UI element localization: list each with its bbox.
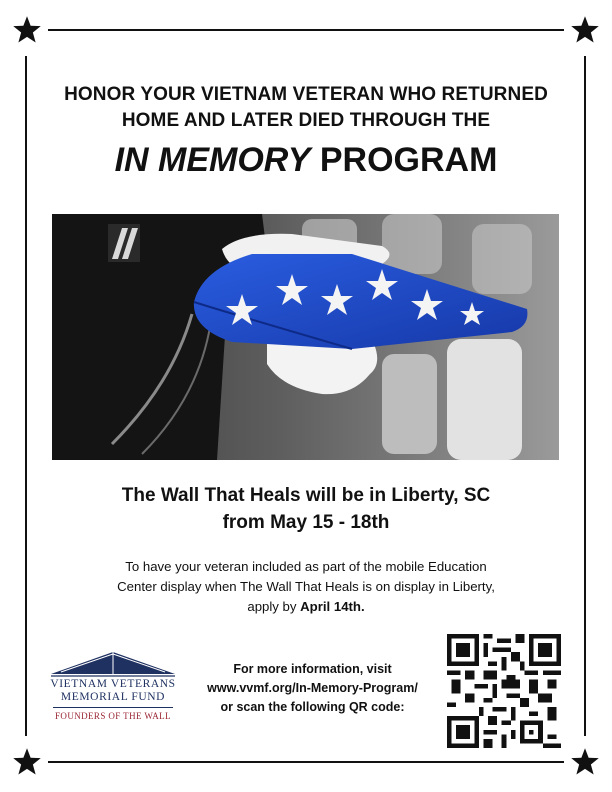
left-border-line bbox=[25, 56, 27, 736]
info-line-3: or scan the following QR code: bbox=[220, 700, 405, 714]
vvmf-logo bbox=[47, 648, 179, 726]
info-line-1: For more information, visit bbox=[233, 662, 392, 676]
body-line-3 bbox=[52, 597, 560, 617]
title-emphasis: IN MEMORY bbox=[114, 141, 311, 179]
logo-line-1: VIETNAM VETERANS bbox=[50, 678, 176, 690]
logo-line-2: MEMORIAL FUND bbox=[60, 691, 166, 703]
top-border-line bbox=[48, 29, 564, 31]
bottom-border-line bbox=[48, 761, 564, 763]
event-location: The Wall That Heals will be in Liberty, SC bbox=[121, 485, 491, 506]
headline bbox=[30, 82, 582, 134]
apply-by-label: apply by bbox=[247, 599, 301, 614]
program-title bbox=[30, 138, 582, 182]
memorial-wall-logo-icon bbox=[47, 648, 179, 678]
application-instructions bbox=[52, 557, 560, 617]
body-line-1: To have your veteran included as part of the mobile Education bbox=[125, 559, 487, 574]
headline-line-1: HONOR YOUR VIETNAM VETERAN WHO RETURNED bbox=[64, 84, 548, 105]
more-info bbox=[185, 660, 440, 717]
folded-flag-photo bbox=[52, 214, 559, 460]
deadline-date: April 14th. bbox=[300, 599, 365, 614]
event-dates: from May 15 - 18th bbox=[222, 512, 390, 533]
headline-line-2: HOME AND LATER DIED THROUGH THE bbox=[121, 110, 491, 131]
star-icon bbox=[12, 747, 42, 777]
info-url[interactable]: www.vvmf.org/In-Memory-Program/ bbox=[207, 681, 418, 695]
title-rest: PROGRAM bbox=[310, 141, 498, 179]
logo-divider bbox=[53, 707, 173, 708]
right-border-line bbox=[584, 56, 586, 736]
body-line-2: Center display when The Wall That Heals is on display in Liberty, bbox=[117, 579, 495, 594]
star-icon bbox=[12, 15, 42, 45]
star-icon bbox=[570, 15, 600, 45]
logo-tagline: FOUNDERS OF THE WALL bbox=[55, 711, 171, 721]
qr-code-icon[interactable] bbox=[447, 634, 561, 748]
star-icon bbox=[570, 747, 600, 777]
event-info bbox=[30, 482, 582, 536]
